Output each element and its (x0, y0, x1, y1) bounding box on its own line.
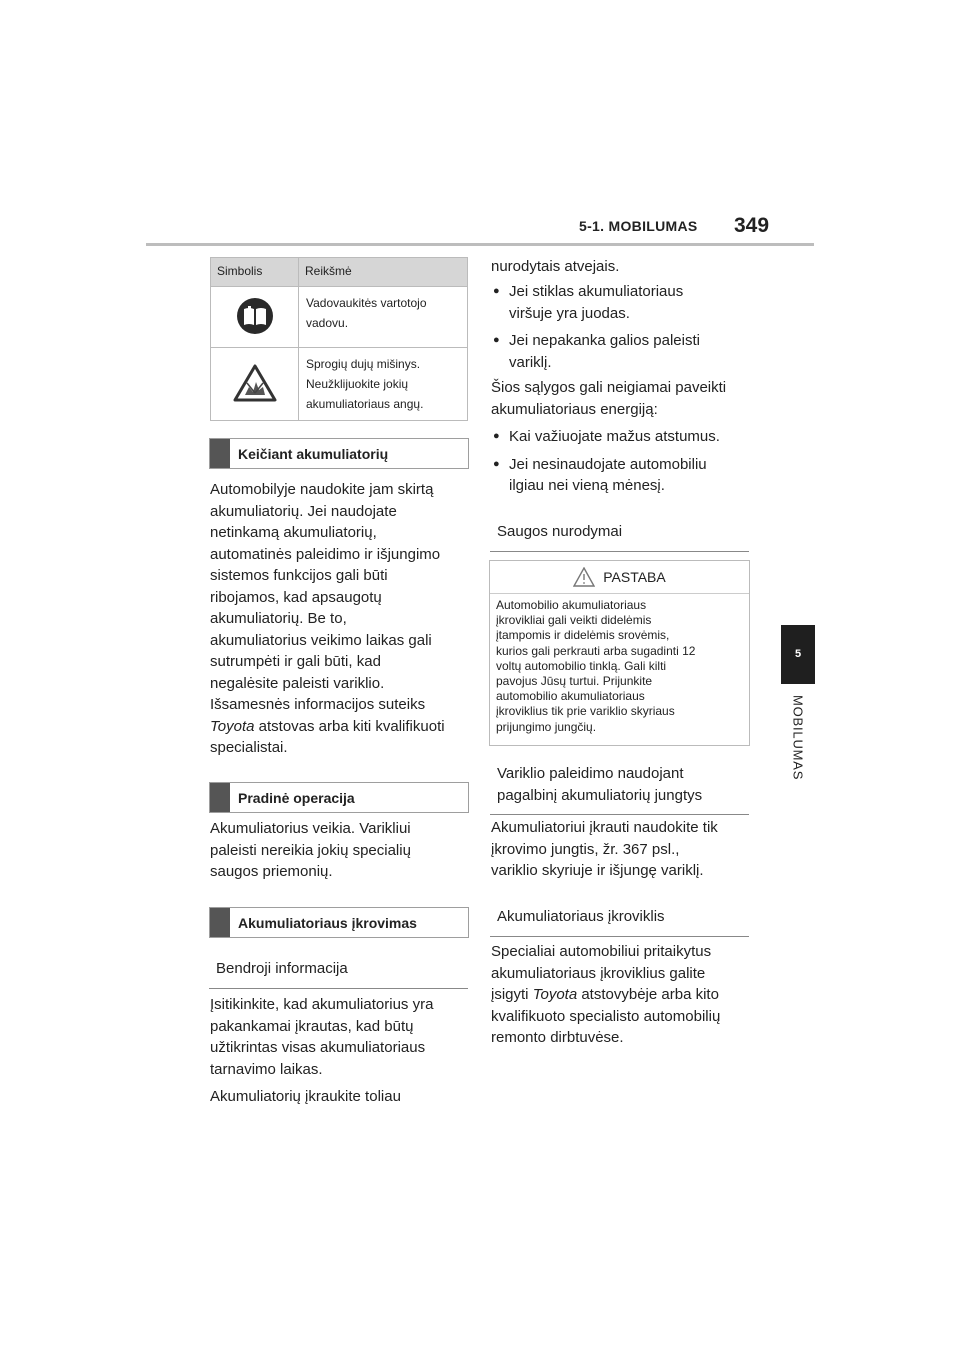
table-cell-line: vadovu. (306, 316, 349, 330)
chapter-tab: 5 (781, 625, 815, 684)
table-cell-line: Neužklijuokite jokių (306, 377, 409, 391)
section-heading-initial-operation: Pradinė operacija (209, 782, 469, 813)
paragraph-charging-general: Įsitikinkite, kad akumuliatorius yra pakankamai įkrautas, kad būtų užtikrintas visas akumuliatoriaus tarnavimo laikas. Akumuliatorių įkraukite toliau (210, 996, 434, 1105)
chapter-label: MOBILUMAS (790, 695, 806, 781)
page-number: 349 (734, 214, 770, 237)
list-item: ● Jei nepakanka galios paleisti variklį. (493, 330, 755, 373)
paragraph-continued: nurodytais atvejais. (491, 258, 620, 275)
bullet-list-energy (493, 426, 755, 497)
header-rule (146, 243, 814, 246)
table-cell-line: Vadovaukitės vartotojo (306, 296, 427, 310)
bullet-list-conditions (493, 281, 755, 373)
table-header: Simbolis (211, 258, 299, 287)
paragraph-battery-replacement: Automobilyje naudokite jam skirtą akumuliatorių. Jei naudojate netinkamą akumuliatorių, automatinės paleidimo ir išjungimo sistemos funkcijos gali būti ribojamos, kad apsaugotų akumuliatorių. Be to, akumuliatorius veikimo laikas gali sutrumpėti ir gali būti, kad negalėsite paleisti variklio. Išsamesnės informacijos suteiks Toyota atstovas arba kiti kvalifikuoti specialistai. (210, 481, 445, 756)
table-cell-line: Sprogių dujų mišinys. (306, 357, 421, 371)
note-box (489, 560, 750, 746)
paragraph-jump-start: Akumuliatoriui įkrauti naudokite tik įkrovimo jungtis, žr. 367 psl., variklio skyriuje ir išjungę variklį. (491, 819, 718, 879)
table-cell-line: akumuliatoriaus angų. (306, 397, 424, 411)
list-item: ● Kai važiuojate mažus atstumus. (493, 426, 755, 448)
subheading-general-info: Bendroji informacija (209, 958, 468, 989)
note-title: PASTABA (603, 569, 666, 585)
paragraph-initial-operation: Akumuliatorius veikia. Varikliui paleisti nereikia jokių specialių saugos priemonių. (210, 820, 411, 880)
symbol-table (210, 257, 468, 421)
paragraph-charger: Specialiai automobiliui pritaikytus akumuliatoriaus įkroviklius galite įsigyti Toyota atstovybėje arba kito kvalifikuoto specialisto automobilių remonto dirbtuvėse. (491, 943, 721, 1046)
paragraph-conditions: Šios sąlygos gali neigiamai paveikti akumuliatoriaus energiją: (491, 379, 727, 418)
section-heading-battery-replacement: Keičiant akumuliatorių (209, 438, 469, 469)
manual-book-icon (236, 297, 274, 335)
subheading-safety: Saugos nurodymai (490, 521, 749, 552)
note-text: Automobilio akumuliatoriaus įkrovikliai gali veikti didelėmis įtampomis ir didelėmis srovėmis, kurios gali perkrauti arba sugadinti 12 voltų automobilio tinklą. Gali kilti pavojus Jūsų turtui. Prijunkite automobilio akumuliatoriaus įkroviklius tik prie variklio skyriaus prijungimo jungčių. (496, 598, 696, 734)
subheading-charger: Akumuliatoriaus įkroviklis (490, 906, 749, 937)
table-header: Reikšmė (299, 258, 468, 287)
list-item: ● Jei stiklas akumuliatoriaus viršuje yra juodas. (493, 281, 755, 324)
section-heading-battery-charging: Akumuliatoriaus įkrovimas (209, 907, 469, 938)
explosion-warning-icon (233, 363, 277, 403)
subheading-jump-start: Variklio paleidimo naudojant pagalbinį akumuliatorių jungtys (490, 763, 749, 815)
warning-triangle-icon (573, 567, 595, 587)
section-title: 5-1. MOBILUMAS (579, 218, 698, 234)
list-item: ● Jei nesinaudojate automobiliu ilgiau nei vieną mėnesį. (493, 454, 755, 497)
